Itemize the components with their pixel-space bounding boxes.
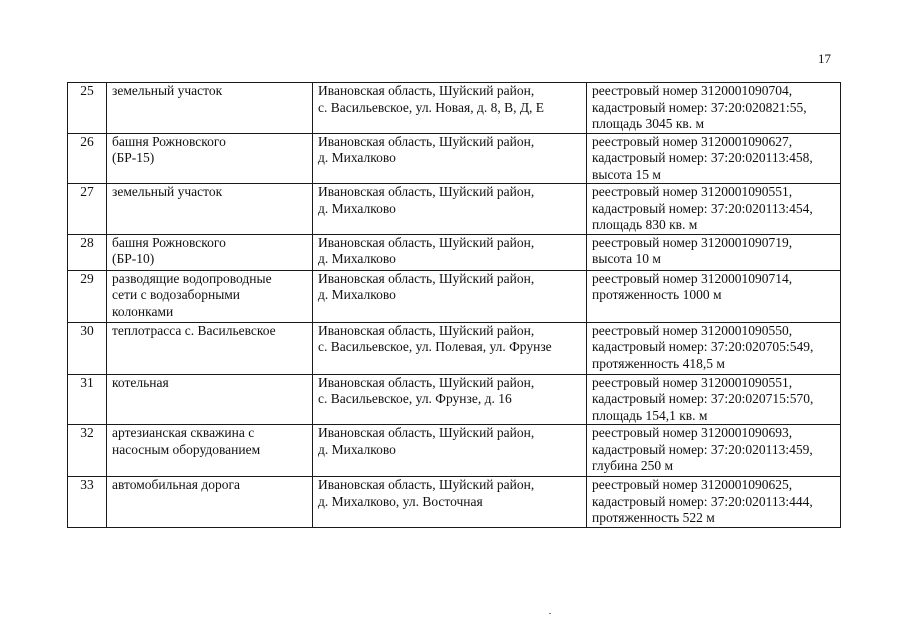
registry-info-line: реестровый номер 3120001090551, bbox=[592, 184, 793, 199]
registry-info-line: реестровый номер 3120001090714, bbox=[592, 270, 793, 286]
registry-info-line: высота 10 м bbox=[592, 251, 661, 266]
registry-info-line: кадастровый номер: 37:20:020113:459, bbox=[592, 441, 813, 457]
address-cell bbox=[313, 477, 587, 528]
table-row bbox=[68, 477, 841, 528]
object-name-cell bbox=[107, 374, 313, 425]
table-row bbox=[68, 133, 841, 184]
registry-info-line: площадь 154,1 кв. м bbox=[592, 407, 708, 423]
table-row bbox=[68, 184, 841, 235]
row-number-cell: 31 bbox=[68, 374, 107, 425]
address-line: Ивановская область, Шуйский район, bbox=[318, 477, 535, 492]
object-name-line: насосным оборудованием bbox=[112, 441, 261, 457]
registry-info-cell bbox=[587, 184, 841, 235]
address-cell bbox=[313, 133, 587, 184]
address-line: д. Михалково bbox=[318, 200, 396, 216]
table-row bbox=[68, 425, 841, 477]
address-line: Ивановская область, Шуйский район, bbox=[318, 133, 535, 149]
registry-info-line: протяженность 1000 м bbox=[592, 287, 722, 302]
address-line: с. Васильевское, ул. Новая, д. 8, В, Д, Е bbox=[318, 99, 545, 115]
address-cell bbox=[313, 425, 587, 477]
object-name-line: (БР-10) bbox=[112, 251, 155, 266]
registry-info-line: кадастровый номер: 37:20:020113:458, bbox=[592, 150, 813, 165]
row-number-cell: 33 bbox=[68, 477, 107, 528]
registry-info-cell bbox=[587, 270, 841, 322]
registry-info-cell bbox=[587, 477, 841, 528]
address-line: с. Васильевское, ул. Полевая, ул. Фрунзе bbox=[318, 339, 552, 354]
registry-info-line: кадастровый номер: 37:20:020113:444, bbox=[592, 493, 813, 509]
registry-info-line: протяженность 522 м bbox=[592, 510, 715, 525]
address-line: Ивановская область, Шуйский район, bbox=[318, 425, 535, 440]
registry-info-line: площадь 830 кв. м bbox=[592, 217, 698, 232]
registry-info-line: протяженность 418,5 м bbox=[592, 355, 725, 371]
table-row bbox=[68, 374, 841, 425]
object-name-line: сети с водозаборными bbox=[112, 287, 241, 302]
address-line: д. Михалково bbox=[318, 441, 396, 457]
object-name-cell bbox=[107, 83, 313, 134]
address-cell bbox=[313, 270, 587, 322]
table-row bbox=[68, 234, 841, 270]
address-line: Ивановская область, Шуйский район, bbox=[318, 374, 535, 390]
object-name-cell bbox=[107, 425, 313, 477]
address-line: д. Михалково, ул. Восточная bbox=[318, 493, 483, 509]
registry-info-cell bbox=[587, 133, 841, 184]
table-row bbox=[68, 270, 841, 322]
object-name-cell bbox=[107, 234, 313, 270]
address-line: д. Михалково bbox=[318, 251, 396, 266]
object-name-line: башня Рожновского bbox=[112, 133, 226, 149]
row-number-cell: 32 bbox=[68, 425, 107, 477]
object-name-line: башня Рожновского bbox=[112, 234, 226, 250]
object-name-line: (БР-15) bbox=[112, 150, 155, 165]
registry-info-line: площадь 3045 кв. м bbox=[592, 116, 705, 131]
registry-info-line: реестровый номер 3120001090719, bbox=[592, 234, 793, 250]
registry-info-line: реестровый номер 3120001090704, bbox=[592, 83, 793, 98]
registry-table-body bbox=[68, 83, 841, 528]
registry-info-line: кадастровый номер: 37:20:020715:570, bbox=[592, 391, 814, 406]
address-line: д. Михалково bbox=[318, 287, 396, 302]
row-number-cell: 30 bbox=[68, 322, 107, 374]
address-line: с. Васильевское, ул. Фрунзе, д. 16 bbox=[318, 391, 512, 406]
registry-info-line: реестровый номер 3120001090627, bbox=[592, 133, 793, 149]
scan-speck bbox=[549, 613, 551, 614]
registry-info-cell bbox=[587, 322, 841, 374]
address-cell bbox=[313, 83, 587, 134]
registry-info-line: высота 15 м bbox=[592, 166, 661, 182]
address-cell bbox=[313, 322, 587, 374]
address-line: Ивановская область, Шуйский район, bbox=[318, 184, 535, 199]
object-name-line: теплотрасса с. Васильевское bbox=[112, 322, 276, 338]
row-number-cell: 26 bbox=[68, 133, 107, 184]
address-line: Ивановская область, Шуйский район, bbox=[318, 234, 535, 250]
object-name-cell bbox=[107, 477, 313, 528]
registry-info-line: реестровый номер 3120001090550, bbox=[592, 322, 793, 338]
object-name-cell bbox=[107, 184, 313, 235]
page-number: 17 bbox=[818, 51, 831, 66]
table-row bbox=[68, 83, 841, 134]
row-number-cell: 27 bbox=[68, 184, 107, 235]
row-number-cell: 28 bbox=[68, 234, 107, 270]
address-cell bbox=[313, 184, 587, 235]
address-line: Ивановская область, Шуйский район, bbox=[318, 83, 535, 98]
object-name-line: автомобильная дорога bbox=[112, 477, 240, 492]
registry-info-line: кадастровый номер: 37:20:020113:454, bbox=[592, 200, 813, 216]
object-name-cell bbox=[107, 133, 313, 184]
address-line: д. Михалково bbox=[318, 150, 396, 165]
registry-info-line: реестровый номер 3120001090693, bbox=[592, 425, 793, 440]
table-row bbox=[68, 322, 841, 374]
registry-info-cell bbox=[587, 83, 841, 134]
object-name-line: земельный участок bbox=[112, 83, 223, 98]
property-registry-table bbox=[67, 82, 841, 528]
registry-info-line: реестровый номер 3120001090625, bbox=[592, 477, 793, 492]
registry-info-cell bbox=[587, 374, 841, 425]
registry-info-line: реестровый номер 3120001090551, bbox=[592, 374, 793, 390]
registry-info-line: кадастровый номер: 37:20:020705:549, bbox=[592, 339, 814, 354]
object-name-line: земельный участок bbox=[112, 184, 223, 199]
object-name-line: артезианская скважина с bbox=[112, 425, 255, 440]
address-line: Ивановская область, Шуйский район, bbox=[318, 270, 535, 286]
object-name-cell bbox=[107, 322, 313, 374]
registry-info-line: глубина 250 м bbox=[592, 458, 674, 473]
row-number-cell: 25 bbox=[68, 83, 107, 134]
object-name-cell bbox=[107, 270, 313, 322]
registry-info-line: кадастровый номер: 37:20:020821:55, bbox=[592, 99, 807, 115]
address-cell bbox=[313, 234, 587, 270]
row-number-cell: 29 bbox=[68, 270, 107, 322]
registry-info-cell bbox=[587, 234, 841, 270]
address-line: Ивановская область, Шуйский район, bbox=[318, 322, 535, 338]
address-cell bbox=[313, 374, 587, 425]
registry-info-cell bbox=[587, 425, 841, 477]
object-name-line: разводящие водопроводные bbox=[112, 270, 272, 286]
object-name-line: колонками bbox=[112, 303, 174, 319]
object-name-line: котельная bbox=[112, 374, 169, 390]
